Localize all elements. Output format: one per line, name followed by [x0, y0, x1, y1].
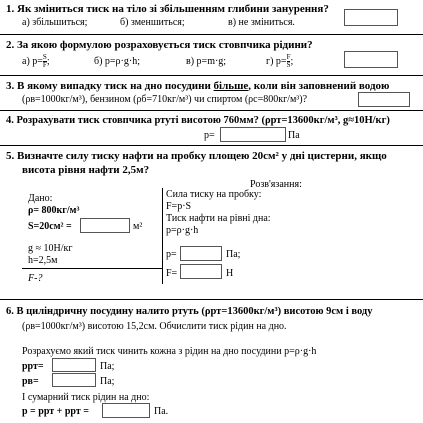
q5-p-answer-box[interactable]: [180, 246, 222, 261]
q5-sol-line3: Тиск нафти на рівні дна:: [166, 213, 271, 224]
divider: [0, 145, 423, 146]
q5-s-answer-box[interactable]: [80, 218, 130, 233]
given-divider: [22, 268, 162, 269]
q6-line2: (ρв=1000кг/м³) висотою 15,2см. Обчислити тиск рідин на дно.: [22, 321, 287, 332]
q6-pv-answer-box[interactable]: [52, 373, 96, 387]
q2-option-d: г) p= $\frac{F}{S}$ ;: [266, 53, 294, 69]
q3-answer-box[interactable]: [358, 92, 410, 107]
q5-p-unit: Па;: [226, 249, 241, 260]
q6-prt-unit: Па;: [100, 361, 115, 372]
q5-f-answer-box[interactable]: [180, 264, 222, 279]
q5-given-g: g ≈ 10Н/кг: [28, 243, 73, 254]
q5-sol-line1: Сила тиску на пробку:: [166, 189, 262, 200]
given-separator: [162, 188, 163, 284]
q2-option-b: б) p=ρ·g·h;: [94, 56, 140, 67]
q2-d-prefix: г) p=: [266, 55, 287, 67]
q6-line1: 6. В циліндричну посудину налито ртуть (ρрт=13600кг/м³) висотою 9см і воду: [6, 306, 373, 317]
q2-title: 2. За якою формулою розраховується тиск стовпчика рідини?: [6, 39, 313, 51]
q5-line1: 5. Визначте силу тиску нафти на пробку площею 20см² у дні цистерни, якщо: [6, 150, 387, 162]
q2-d-denominator: S: [286, 61, 291, 69]
q5-line2: висота рівня нафти 2,5м?: [22, 164, 150, 176]
q5-find: F-?: [28, 273, 43, 284]
q3-line1-end: , коли він заповнений водою: [248, 80, 390, 92]
q1-option-c: в) не зміниться.: [228, 17, 295, 28]
q5-f-label: F=: [166, 268, 178, 279]
q3-line1: [6, 81, 389, 92]
q2-a-denominator: F: [42, 61, 47, 69]
q5-sol-line2: F=p·S: [166, 201, 192, 212]
q2-d-fraction: [287, 54, 291, 69]
q2-option-a: а) p= $\frac{S}{F}$ ;: [22, 53, 50, 69]
q5-given-title: Дано:: [28, 193, 53, 204]
q2-option-c: в) p=m·g;: [186, 56, 227, 67]
q5-solution-title: Розв'язання:: [250, 179, 302, 190]
q5-given-rho: ρ= 800кг/м³: [28, 205, 80, 216]
q6-pv-unit: Па;: [100, 376, 115, 387]
q5-f-unit: Н: [226, 268, 234, 279]
q1-option-a: а) збільшиться;: [22, 17, 88, 28]
q3-line2: (ρв=1000кг/м³), бензином (ρб=710кг/м³) чи спиртом (ρс=800кг/м³)?: [22, 94, 308, 105]
q3-emphasis: більше: [213, 80, 249, 92]
q1-option-b: б) зменшиться;: [120, 17, 185, 28]
q4-unit: Па: [288, 130, 300, 141]
q3-line1-start: 3. В якому випадку тиск на дно посудини: [6, 80, 214, 92]
q5-given-s: S=20см² =: [28, 221, 72, 232]
q6-total-answer-box[interactable]: [102, 403, 150, 418]
q2-a-numerator: S: [42, 53, 47, 61]
divider: [0, 34, 423, 35]
q2-d-numerator: F: [286, 53, 291, 61]
q2-answer-box[interactable]: [344, 51, 398, 68]
q6-pv-label: pв=: [22, 376, 39, 387]
q4-title: 4. Розрахувати тиск стовпчика ртуті висотою 760мм? (ρрт=13600кг/м³, g≈10Н/кг): [6, 115, 390, 126]
divider: [0, 110, 423, 111]
q6-total-title: І сумарний тиск рідин на дно:: [22, 392, 150, 403]
divider: [0, 75, 423, 76]
q6-total-formula: p = pрт + pрт =: [22, 406, 89, 417]
q6-prt-answer-box[interactable]: [52, 358, 96, 372]
q5-s-unit: м²: [133, 221, 143, 232]
q2-a-fraction: [43, 54, 47, 69]
q5-given-h: h=2,5м: [28, 255, 58, 266]
q6-total-unit: Па.: [154, 406, 169, 417]
q5-sol-line4: p=ρ·g·h: [166, 225, 199, 236]
q1-title: 1. Як зміниться тиск на тіло зі збільшенням глибини занурення?: [6, 3, 329, 15]
q5-p-label: p=: [166, 249, 177, 260]
q6-prt-label: pрт=: [22, 361, 44, 372]
q6-calc-line: Розрахуємо який тиск чинить кожна з рідин на дно посудини p=ρ·g·h: [22, 346, 317, 357]
q1-answer-box[interactable]: [344, 9, 398, 26]
q4-p-label: p=: [204, 130, 215, 141]
q2-a-prefix: а) p=: [22, 55, 43, 67]
divider: [0, 299, 423, 300]
q4-answer-box[interactable]: [220, 127, 286, 142]
